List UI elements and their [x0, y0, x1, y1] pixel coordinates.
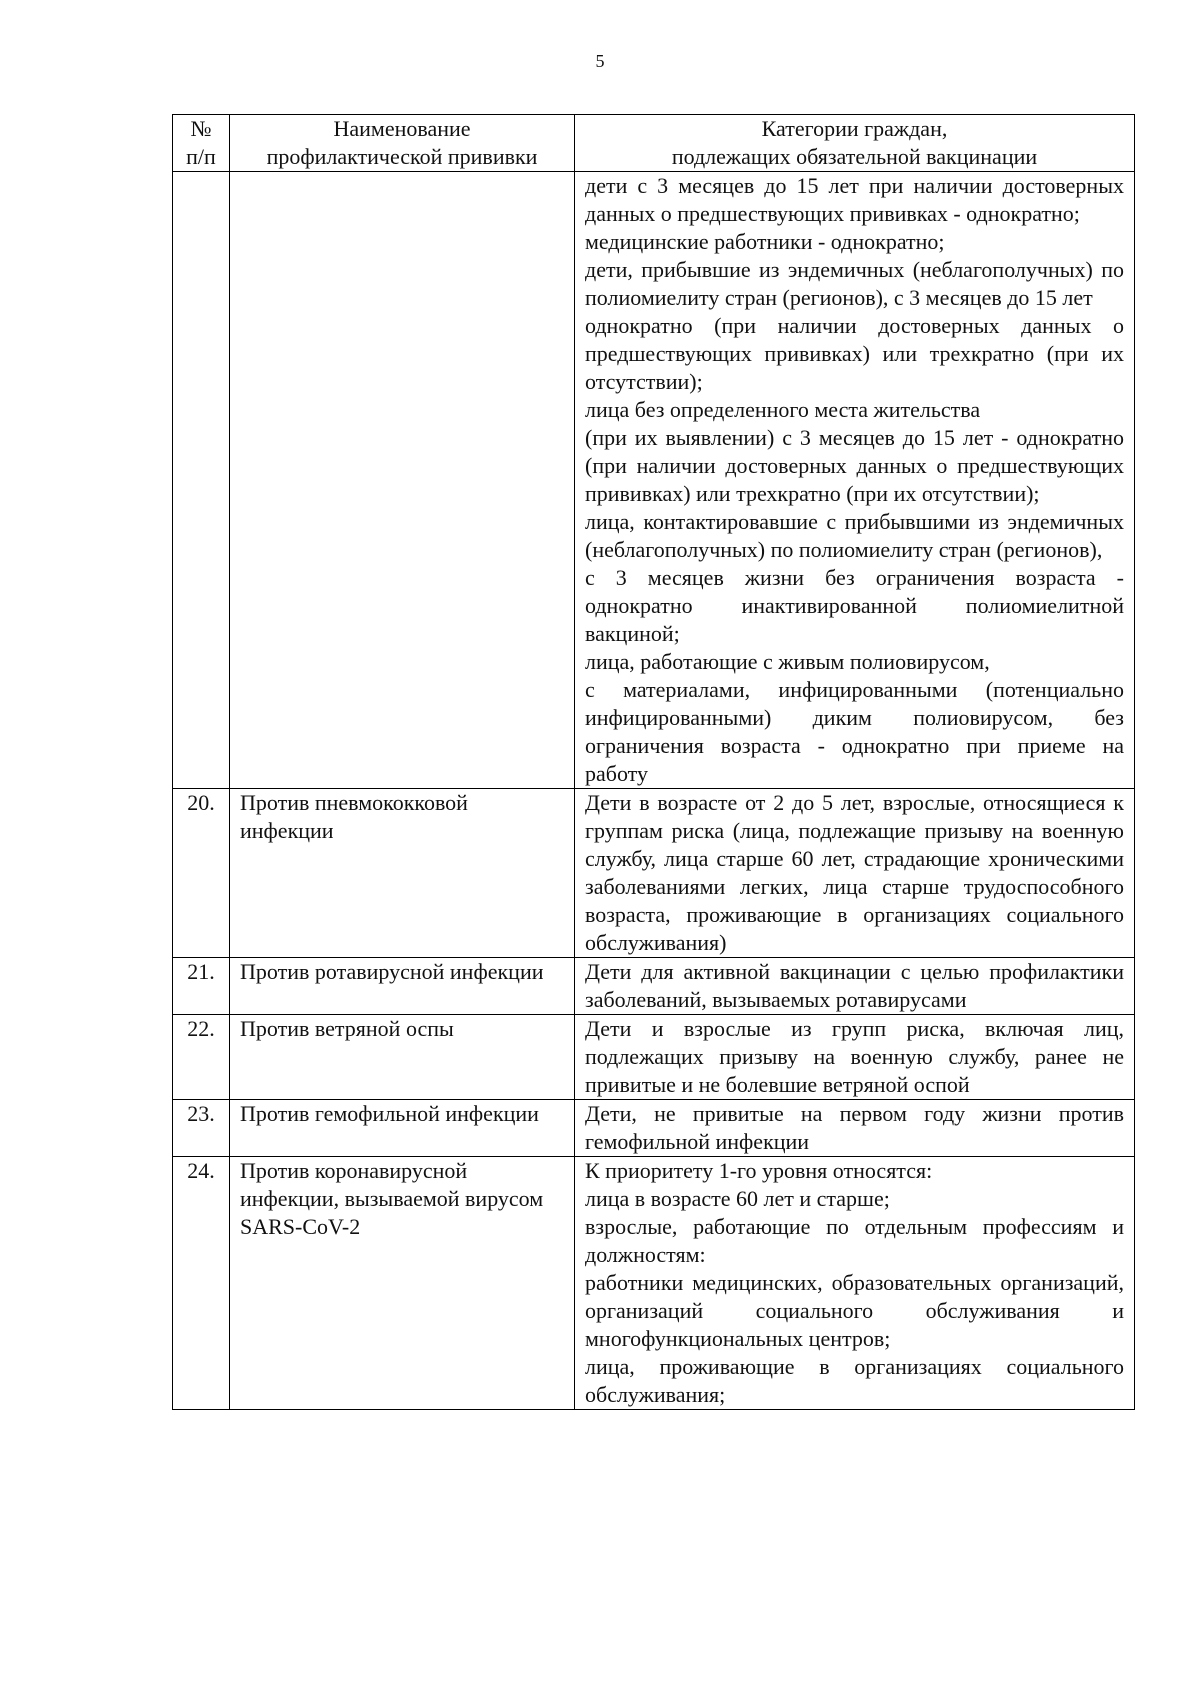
header-num-line: п/п: [186, 144, 216, 169]
table-row-continuation: [173, 172, 1135, 789]
citizen-categories: [575, 1015, 1135, 1100]
citizen-categories: [575, 1100, 1135, 1157]
category-paragraph: К приоритету 1-го уровня относятся:: [585, 1158, 933, 1183]
category-paragraph: лица в возрасте 60 лет и старше;: [585, 1186, 890, 1211]
page-number: 5: [595, 51, 605, 71]
citizen-categories: [575, 789, 1135, 958]
table-row-21: [173, 958, 1135, 1015]
header-name-line: профилактической прививки: [266, 144, 538, 169]
citizen-categories: [575, 1157, 1135, 1410]
vaccination-name: Против ветряной оспы: [230, 1015, 575, 1100]
row-number: [173, 172, 230, 789]
vaccination-name: [230, 172, 575, 789]
header-categories: [575, 115, 1135, 172]
row-number: 20.: [173, 789, 230, 958]
vaccination-table: [172, 114, 1135, 1410]
header-name-line: Наименование: [333, 116, 471, 141]
header-categories-line: Категории граждан,: [761, 116, 948, 141]
category-paragraph: лица без определенного места жительства: [585, 397, 981, 422]
row-number: 22.: [173, 1015, 230, 1100]
row-number: 21.: [173, 958, 230, 1015]
header-categories-line: подлежащих обязательной вакцинации: [671, 144, 1038, 169]
category-paragraph: (при их выявлении) с 3 месяцев до 15 лет - однократно (при наличии достоверных данных о предшествующих прививках) или трехкратно (при их отсутствии);: [585, 425, 1124, 506]
row-number: 23.: [173, 1100, 230, 1157]
category-paragraph: Дети, не привитые на первом году жизни против гемофильной инфекции: [585, 1101, 1124, 1154]
vaccination-name: Против коронавирусной инфекции, вызываемой вирусом SARS-CoV-2: [230, 1157, 575, 1410]
table-header: [173, 115, 1135, 172]
citizen-categories: [575, 172, 1135, 789]
header-row: [173, 115, 1135, 172]
category-paragraph: лица, работающие с живым полиовирусом,: [585, 649, 990, 674]
header-name: [230, 115, 575, 172]
table-row-23: [173, 1100, 1135, 1157]
category-paragraph: работники медицинских, образовательных организаций, организаций социального обслуживания и многофункциональных центров;: [585, 1270, 1124, 1351]
category-paragraph: дети с 3 месяцев до 15 лет при наличии достоверных данных о предшествующих прививках - однократно;: [585, 173, 1124, 226]
category-paragraph: с материалами, инфицированными (потенциально инфицированными) диким полиовирусом, без ограничения возраста - однократно при приеме на работу: [585, 677, 1124, 786]
category-paragraph: Дети в возрасте от 2 до 5 лет, взрослые, относящиеся к группам риска (лица, подлежащие призыву на военную службу, лица старше 60 лет, страдающие хроническими заболеваниями легких, лица старше трудоспособного возраста, проживающие в организациях социального обслуживания): [585, 790, 1124, 955]
category-paragraph: дети, прибывшие из эндемичных (неблагополучных) по полиомиелиту стран (регионов), с 3 месяцев до 15 лет: [585, 257, 1124, 310]
citizen-categories: [575, 958, 1135, 1015]
table-row-22: [173, 1015, 1135, 1100]
category-paragraph: однократно (при наличии достоверных данных о предшествующих прививках) или трехкратно (при их отсутствии);: [585, 313, 1124, 394]
table-row-20: [173, 789, 1135, 958]
vaccination-name: Против гемофильной инфекции: [230, 1100, 575, 1157]
vaccination-name: Против пневмококковой инфекции: [230, 789, 575, 958]
table-row-24: [173, 1157, 1135, 1410]
category-paragraph: медицинские работники - однократно;: [585, 229, 945, 254]
category-paragraph: Дети для активной вакцинации с целью профилактики заболеваний, вызываемых ротавирусами: [585, 959, 1124, 1012]
category-paragraph: Дети и взрослые из групп риска, включая лиц, подлежащих призыву на военную службу, ранее не привитые и не болевшие ветряной оспой: [585, 1016, 1124, 1097]
header-num-line: №: [190, 116, 212, 141]
category-paragraph: взрослые, работающие по отдельным профессиям и должностям:: [585, 1214, 1124, 1267]
header-num: [173, 115, 230, 172]
category-paragraph: с 3 месяцев жизни без ограничения возраста - однократно инактивированной полиомиелитной вакциной;: [585, 565, 1124, 646]
table-body: [173, 172, 1135, 1410]
vaccination-name: Против ротавирусной инфекции: [230, 958, 575, 1015]
row-number: 24.: [173, 1157, 230, 1410]
category-paragraph: лица, контактировавшие с прибывшими из эндемичных (неблагополучных) по полиомиелиту стран (регионов),: [585, 509, 1124, 562]
category-paragraph: лица, проживающие в организациях социального обслуживания;: [585, 1354, 1124, 1407]
